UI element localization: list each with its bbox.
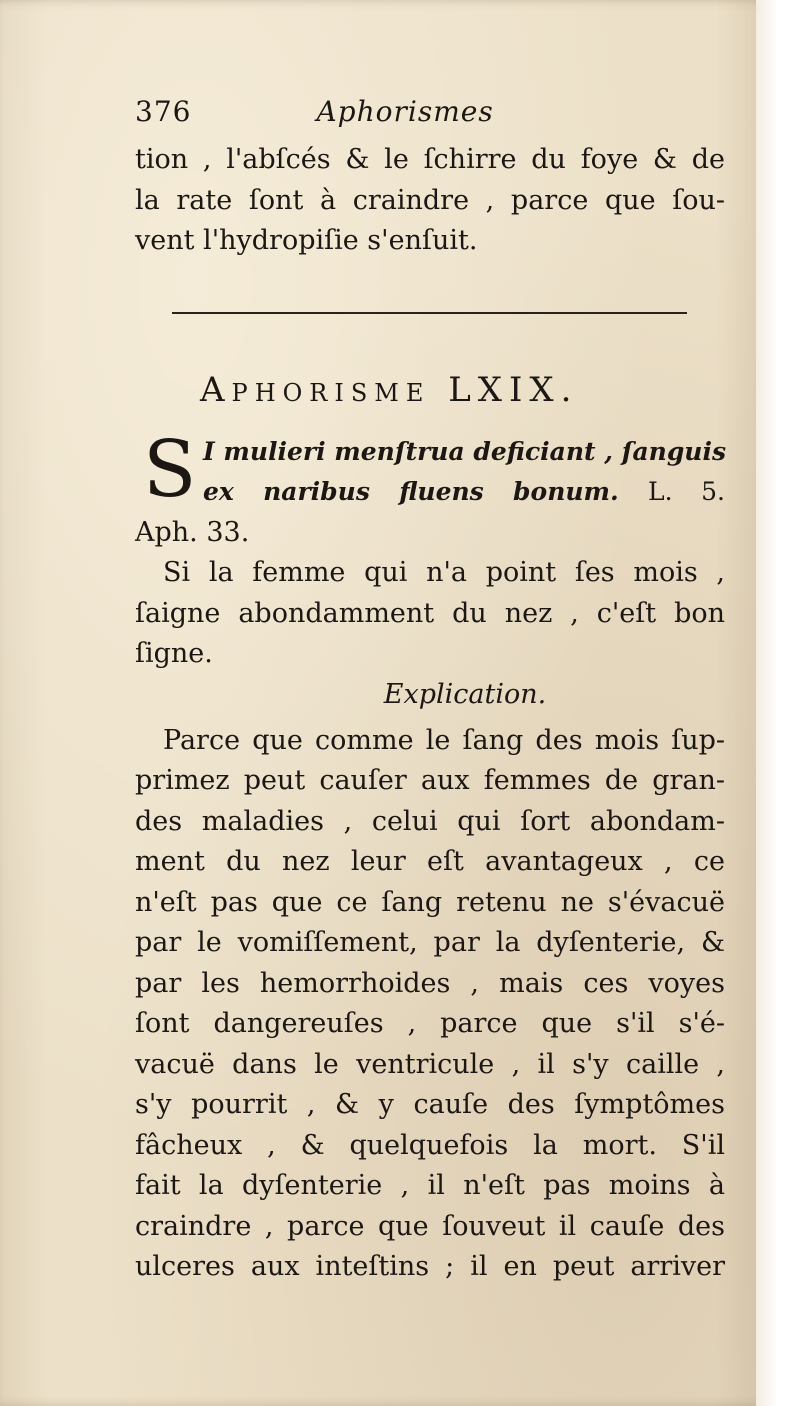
text-line: ſigne.	[135, 638, 213, 669]
text-line: la rate ſont à craindre , parce que ſou-	[135, 184, 725, 216]
text-line: vent l'hydropiſie s'enſuit.	[135, 225, 478, 256]
text-line: primez peut cauſer aux femmes de gran-	[135, 765, 725, 796]
section-divider	[172, 312, 687, 314]
drop-cap: S	[143, 424, 197, 515]
aphorism-title: Aphorisme LXIX.	[200, 369, 579, 410]
latin-line: I mulieri menſtrua deficiant , ſanguis	[203, 436, 727, 466]
aphorism-reference: Aph. 33.	[135, 516, 250, 548]
text-line: ment du nez leur eſt avantageux , ce	[135, 846, 725, 877]
translation	[135, 553, 725, 675]
latin-reference: L. 5.	[648, 476, 725, 506]
text-line: craindre , parce que ſouveut il cauſe des	[135, 1210, 725, 1242]
explication-heading: Explication.	[383, 678, 547, 710]
text-line: par le vomiſſement, par la dyſenterie, &	[135, 927, 725, 958]
text-line: ſont dangereuſes , parce que s'il s'é-	[135, 1008, 725, 1039]
text-line: n'eſt pas que ce ſang retenu ne s'évacuë	[135, 886, 725, 918]
latin-line	[203, 472, 725, 513]
continuation-text	[135, 140, 725, 262]
text-line: ulceres aux inteſtins ; il en peut arriver	[135, 1251, 725, 1282]
text-line: vacuë dans le ventricule , il s'y caille ,	[135, 1048, 725, 1080]
text-line: des maladies , celui qui ſort abondam-	[135, 805, 725, 837]
text-line: s'y pourrit , & y cauſe des ſymptômes	[135, 1089, 725, 1120]
running-header	[135, 92, 725, 140]
text-line: ſaigne abondamment du nez , c'eſt bon	[135, 597, 725, 629]
page-edge	[756, 0, 778, 1406]
text-block	[135, 92, 725, 1288]
latin-text: ex naribus fluens bonum.	[203, 476, 619, 506]
text-line: tion , l'abſcés & le ſchirre du foye & de	[135, 144, 725, 175]
page-number: 376	[135, 95, 192, 128]
text-line: fâcheux , & quelquefois la mort. S'il	[135, 1129, 725, 1161]
text-line: Si la femme qui n'a point ſes mois ,	[163, 557, 725, 588]
text-line: fait la dyſenterie , il n'eſt pas moins à	[135, 1170, 725, 1201]
text-line: par les hemorrhoides , mais ces voyes	[135, 967, 725, 999]
explication-text	[135, 721, 725, 1288]
text-line: Parce que comme le ſang des mois ſup-	[163, 724, 725, 756]
running-title: Aphorismes	[316, 95, 494, 128]
latin-aphorism	[135, 424, 727, 515]
